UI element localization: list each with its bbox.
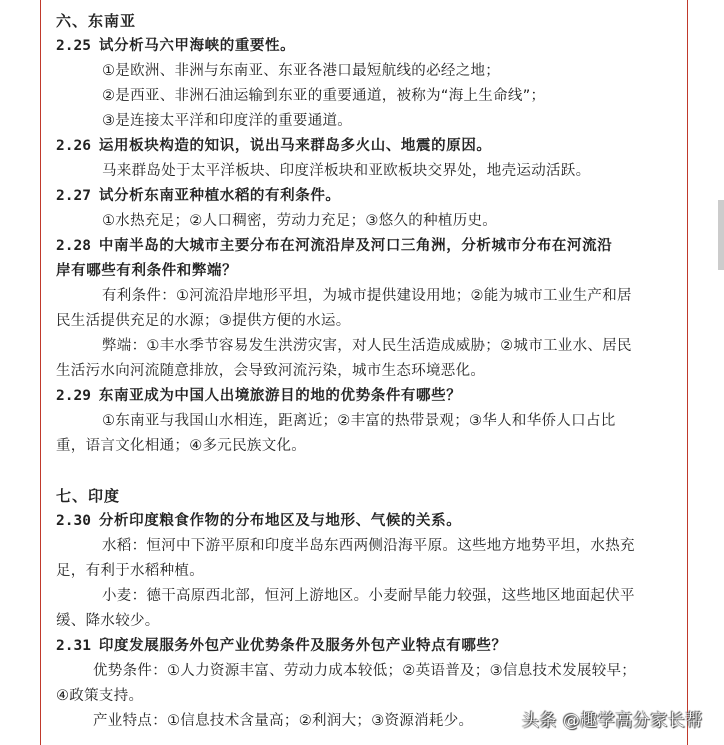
question-text: 东南亚成为中国人出境旅游目的地的优势条件有哪些？ <box>98 388 462 404</box>
watermark: 头条 @趣学高分家长帮 <box>522 711 703 731</box>
question-text-continued: 岸有哪些有利条件和弊端？ <box>56 263 238 279</box>
answer-line: 民生活提供充足的水源；③提供方便的水运。 <box>56 313 351 329</box>
answer-line: 缓、降水较少。 <box>56 613 160 629</box>
answer-line: 弊端：①丰水季节容易发生洪涝灾害，对人民生活造成威胁；②城市工业水、居民 <box>102 338 632 354</box>
answer-line: ①东南亚与我国山水相连，距离近；②丰富的热带景观；③华人和华侨人口占比 <box>102 413 616 429</box>
section-gap <box>56 459 676 484</box>
question-number: 2.27 <box>56 188 91 204</box>
answer-line: ②是西亚、非洲石油运输到东亚的重要通道，被称为“海上生命线”； <box>102 88 546 104</box>
answer-line: ①是欧洲、非洲与东南亚、东亚各港口最短航线的必经之地； <box>102 63 501 79</box>
question-text: 试分析东南亚种植水稻的有利条件。 <box>98 188 341 204</box>
section-title-india: 七、印度 <box>56 487 121 505</box>
document-content <box>56 9 676 734</box>
question-2-31 <box>56 634 676 659</box>
answer-line: 足，有利于水稻种植。 <box>56 563 204 579</box>
question-number: 2.28 <box>56 238 91 254</box>
answer-line: ③是连接太平洋和印度洋的重要通道。 <box>102 113 353 129</box>
question-number: 2.29 <box>56 388 91 404</box>
answer-line: 重，语言文化相通；④多元民族文化。 <box>56 438 307 454</box>
question-number: 2.30 <box>56 513 91 529</box>
section-title-southeast-asia: 六、东南亚 <box>56 12 137 30</box>
question-2-27 <box>56 184 676 209</box>
answer-line: ④政策支持。 <box>56 688 144 704</box>
answer-line: 优势条件：①人力资源丰富、劳动力成本较低；②英语普及；③信息技术发展较早； <box>93 663 637 679</box>
question-text: 运用板块构造的知识，说出马来群岛多火山、地震的原因。 <box>98 138 492 154</box>
question-text: 试分析马六甲海峡的重要性。 <box>98 38 296 54</box>
answer-line: 小麦：德干高原西北部，恒河上游地区。小麦耐旱能力较强，这些地区地面起伏平 <box>102 588 635 604</box>
question-number: 2.31 <box>56 638 91 654</box>
question-2-25 <box>56 34 676 59</box>
question-text: 分析印度粮食作物的分布地区及与地形、气候的关系。 <box>98 513 462 529</box>
answer-line: 水稻：恒河中下游平原和印度半岛东西两侧沿海平原。这些地方地势平坦，水热充 <box>102 538 635 554</box>
question-2-29 <box>56 384 676 409</box>
question-2-26 <box>56 134 676 159</box>
answer-line: ①水热充足；②人口稠密，劳动力充足；③悠久的种植历史。 <box>102 213 498 229</box>
answer-line: 有利条件：①河流沿岸地形平坦，为城市提供建设用地；②能为城市工业生产和居 <box>102 288 632 304</box>
answer-line: 马来群岛处于太平洋板块、印度洋板块和亚欧板块交界处，地壳运动活跃。 <box>102 163 591 179</box>
question-number: 2.26 <box>56 138 91 154</box>
scrollbar-thumb[interactable] <box>718 200 724 270</box>
answer-line: 产业特点：①信息技术含量高；②利润大；③资源消耗少。 <box>93 713 474 729</box>
question-number: 2.25 <box>56 38 91 54</box>
question-text: 印度发展服务外包产业优势条件及服务外包产业特点有哪些？ <box>98 638 507 654</box>
question-2-30 <box>56 509 676 534</box>
question-2-28 <box>56 234 676 259</box>
question-text: 中南半岛的大城市主要分布在河流沿岸及河口三角洲，分析城市分布在河流沿 <box>98 238 613 254</box>
answer-line: 生活污水向河流随意排放，会导致河流污染，城市生态环境恶化。 <box>56 363 486 379</box>
